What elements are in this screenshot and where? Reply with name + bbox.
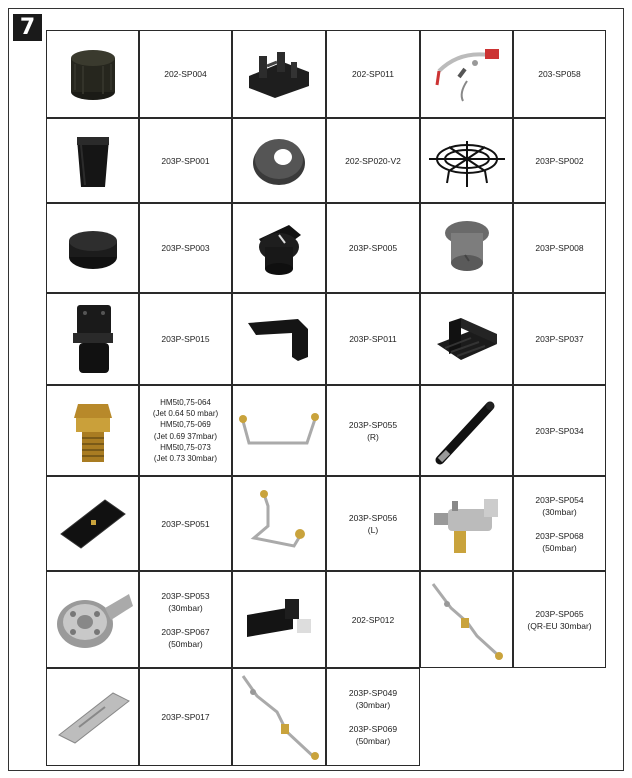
- part-code: 203P-SP034: [535, 425, 584, 436]
- part-code-cell: [513, 385, 606, 476]
- part-code-cell: [326, 203, 420, 293]
- sleeve-icon: [65, 129, 121, 193]
- gas-valve-icon: [428, 489, 506, 559]
- part-image-cell: [46, 476, 139, 571]
- part-code: 203P-SP003: [161, 243, 210, 253]
- part-code: 203P-SP008: [535, 243, 584, 253]
- part-code: 203-SP058: [538, 69, 581, 79]
- part-image-cell: [46, 30, 139, 118]
- cover-plate-icon: [55, 494, 131, 554]
- hinge-icon: [65, 299, 121, 379]
- part-image-cell: [232, 203, 326, 293]
- part-code-cell: [513, 571, 606, 668]
- control-knob-icon: [249, 217, 309, 279]
- part-code-cell: [139, 476, 232, 571]
- part-image-cell: [46, 203, 139, 293]
- part-code: 203P-SP065 (QR-EU 30mbar): [527, 608, 592, 631]
- part-code: 202-SP004: [164, 69, 207, 79]
- part-code: 202-SP011: [352, 69, 394, 79]
- stand-bracket-icon: [427, 304, 507, 374]
- part-code: 203P-SP055 (R): [348, 419, 398, 442]
- part-code: 203P-SP002: [535, 155, 584, 166]
- part-code: 203P-SP017: [161, 712, 210, 722]
- part-code: 202-SP020-V2: [345, 155, 401, 166]
- part-image-cell: [232, 385, 326, 476]
- plate-bracket-icon: [242, 313, 316, 365]
- pipe-assembly-icon: [427, 578, 507, 662]
- page-number: 7: [13, 14, 42, 41]
- gas-pipe-bent-icon: [244, 486, 314, 562]
- thermocouple-icon: [430, 396, 504, 466]
- part-code-cell: [513, 203, 606, 293]
- part-code-cell: [326, 476, 420, 571]
- part-code: 203P-SP049 (30mbar) 203P-SP069 (50mbar): [348, 688, 398, 746]
- part-code: 203P-SP005: [348, 243, 398, 253]
- pipe-assembly-long-icon: [237, 672, 321, 762]
- part-code-cell: [326, 118, 420, 203]
- part-code-cell: [139, 203, 232, 293]
- bracket-clip-icon: [243, 46, 315, 102]
- part-code: HM5t0,75-064 (Jet 0.64 50 mbar) HM5t0,75-069 (Jet 0.69 37mbar) HM5t0,75-073 (Jet 0.73 30mbar): [152, 397, 219, 463]
- part-code-cell: [326, 668, 420, 766]
- wire-grate-icon: [425, 131, 509, 191]
- part-code-cell: [513, 476, 606, 571]
- part-code: 203P-SP015: [161, 334, 210, 344]
- part-image-cell: [232, 118, 326, 203]
- part-image-cell: [420, 476, 513, 571]
- part-code: 203P-SP011: [349, 334, 397, 344]
- part-code: 203P-SP054 (30mbar) 203P-SP068 (50mbar): [535, 494, 584, 553]
- part-image-cell: [420, 385, 513, 476]
- burner-icon: [49, 584, 137, 656]
- part-code-cell: [326, 571, 420, 668]
- oval-cap-icon: [63, 223, 123, 273]
- part-image-cell: [232, 571, 326, 668]
- part-code-cell: [326, 30, 420, 118]
- part-image-cell: [420, 30, 513, 118]
- part-image-cell: [46, 118, 139, 203]
- part-image-cell: [232, 668, 326, 766]
- part-image-cell: [46, 668, 139, 766]
- part-code-cell: [139, 118, 232, 203]
- part-image-cell: [46, 571, 139, 668]
- brass-jet-icon: [68, 394, 118, 468]
- part-code-cell: [513, 293, 606, 385]
- part-image-cell: [420, 571, 513, 668]
- part-code-cell: [139, 293, 232, 385]
- part-code-cell: [326, 293, 420, 385]
- l-bracket-icon: [241, 593, 317, 647]
- part-image-cell: [46, 385, 139, 476]
- part-code: 203P-SP037: [535, 334, 584, 344]
- part-code-cell: [139, 385, 232, 476]
- part-code-cell: [513, 30, 606, 118]
- mushroom-cap-icon: [437, 215, 497, 281]
- part-image-cell: [420, 203, 513, 293]
- part-image-cell: [420, 118, 513, 203]
- foam-cylinder-icon: [61, 42, 125, 106]
- part-code: 203P-SP051: [161, 518, 210, 529]
- part-code: 202-SP012: [351, 614, 395, 625]
- part-image-cell: [232, 30, 326, 118]
- part-code-cell: [139, 571, 232, 668]
- part-code-cell: [513, 118, 606, 203]
- part-code-cell: [139, 668, 232, 766]
- gas-pipe-icon: [237, 407, 321, 455]
- heat-shield-icon: [53, 687, 133, 747]
- part-code-cell: [139, 30, 232, 118]
- part-code: 203P-SP053 (30mbar) 203P-SP067 (50mbar): [161, 590, 210, 649]
- part-code: 203P-SP001: [161, 155, 210, 166]
- igniter-wire-icon: [429, 41, 505, 107]
- part-code-cell: [326, 385, 420, 476]
- part-image-cell: [46, 293, 139, 385]
- part-image-cell: [232, 293, 326, 385]
- part-image-cell: [232, 476, 326, 571]
- part-code: 203P-SP056 (L): [348, 512, 398, 535]
- grommet-icon: [249, 131, 309, 191]
- part-image-cell: [420, 293, 513, 385]
